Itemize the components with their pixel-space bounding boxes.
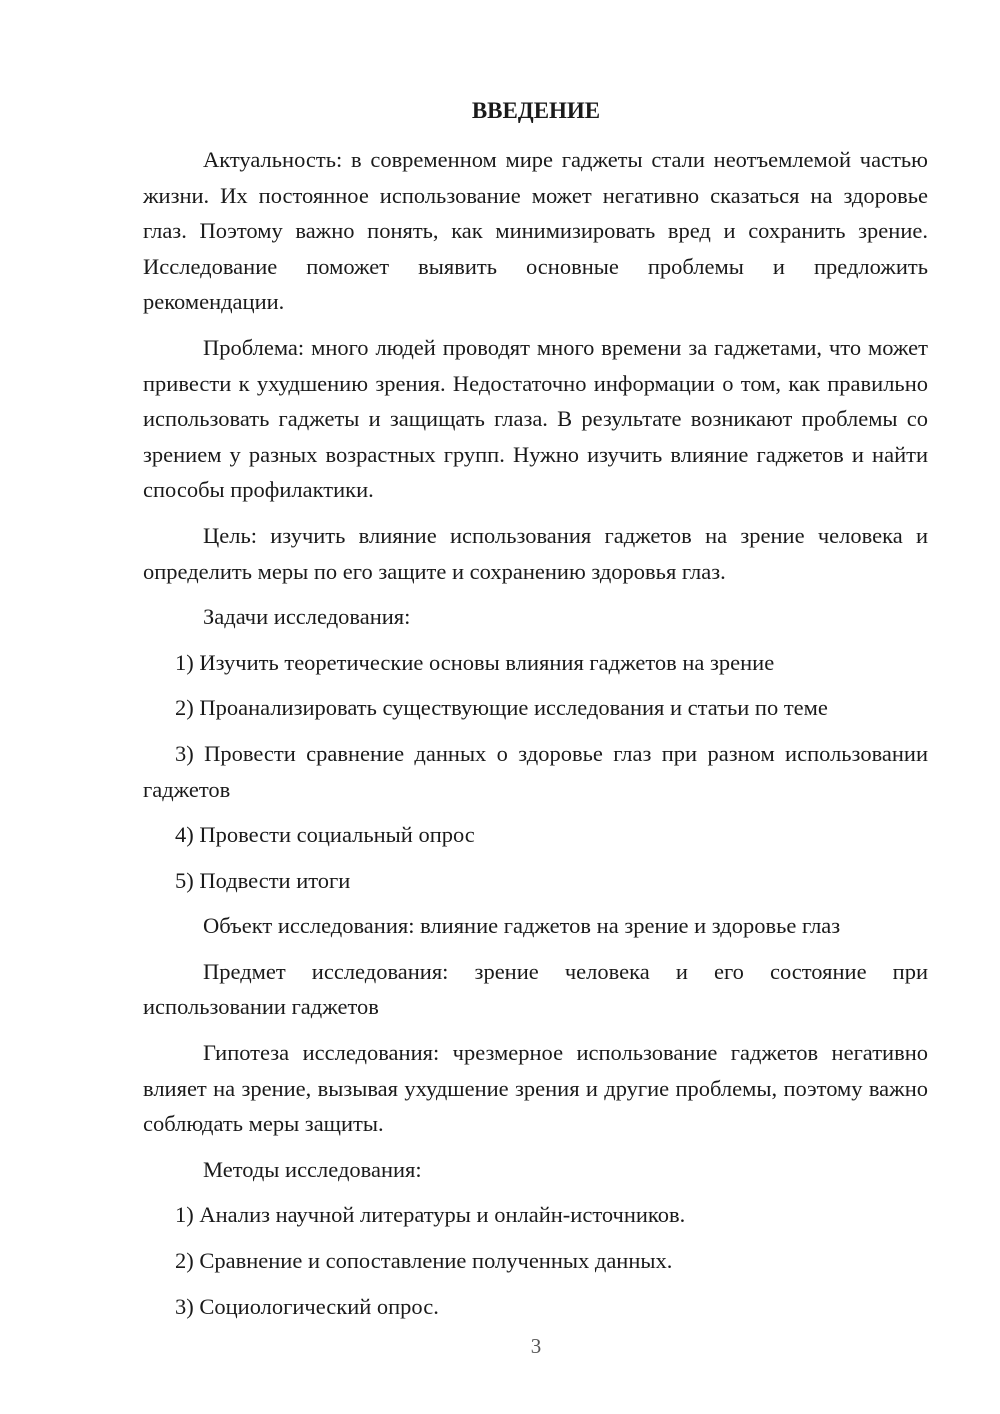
document-body bbox=[143, 142, 928, 1324]
task-item-3: 3) Провести сравнение данных о здоровье глаз при разном использовании гаджетов bbox=[143, 740, 928, 802]
task-item-5: 5) Подвести итоги bbox=[175, 867, 351, 893]
method-item-3: 3) Социологический опрос. bbox=[175, 1293, 439, 1319]
page-number: 3 bbox=[530, 1334, 542, 1358]
object-paragraph: Объект исследования: влияние гаджетов на зрение и здоровье глаз bbox=[203, 913, 841, 939]
subject-paragraph: Предмет исследования: зрение человека и его состояние при использовании гаджетов bbox=[143, 958, 928, 1020]
method-item-1: 1) Анализ научной литературы и онлайн-источников. bbox=[175, 1202, 686, 1228]
task-item-2: 2) Проанализировать существующие исследования и статьи по теме bbox=[175, 695, 828, 721]
task-item-4: 4) Провести социальный опрос bbox=[175, 822, 475, 848]
relevance-paragraph: Актуальность: в современном мире гаджеты стали неотъемлемой частью жизни. Их постоянное использование может негативно сказаться на здоровье глаз. Поэтому важно понять, как минимизировать вред и сохранить зрение. Исследование поможет выявить основные проблемы и предложить рекомендации. bbox=[143, 147, 928, 315]
methods-heading: Методы исследования: bbox=[203, 1156, 422, 1182]
method-item-2: 2) Сравнение и сопоставление полученных данных. bbox=[175, 1248, 673, 1274]
tasks-heading: Задачи исследования: bbox=[203, 604, 411, 630]
hypothesis-paragraph: Гипотеза исследования: чрезмерное использование гаджетов негативно влияет на зрение, вызывая ухудшение зрения и другие проблемы, поэтому важно соблюдать меры защиты. bbox=[143, 1040, 928, 1137]
section-title: ВВЕДЕНИЕ bbox=[471, 98, 601, 123]
task-item-1: 1) Изучить теоретические основы влияния гаджетов на зрение bbox=[175, 649, 775, 675]
goal-paragraph: Цель: изучить влияние использования гаджетов на зрение человека и определить меры по его защите и сохранению здоровья глаз. bbox=[143, 522, 928, 584]
problem-paragraph: Проблема: много людей проводят много времени за гаджетами, что может привести к ухудшению зрения. Недостаточно информации о том, как правильно использовать гаджеты и защищать глаза. В результате возникают проблемы со зрением у разных возрастных групп. Нужно изучить влияние гаджетов и найти способы профилактики. bbox=[143, 334, 928, 503]
